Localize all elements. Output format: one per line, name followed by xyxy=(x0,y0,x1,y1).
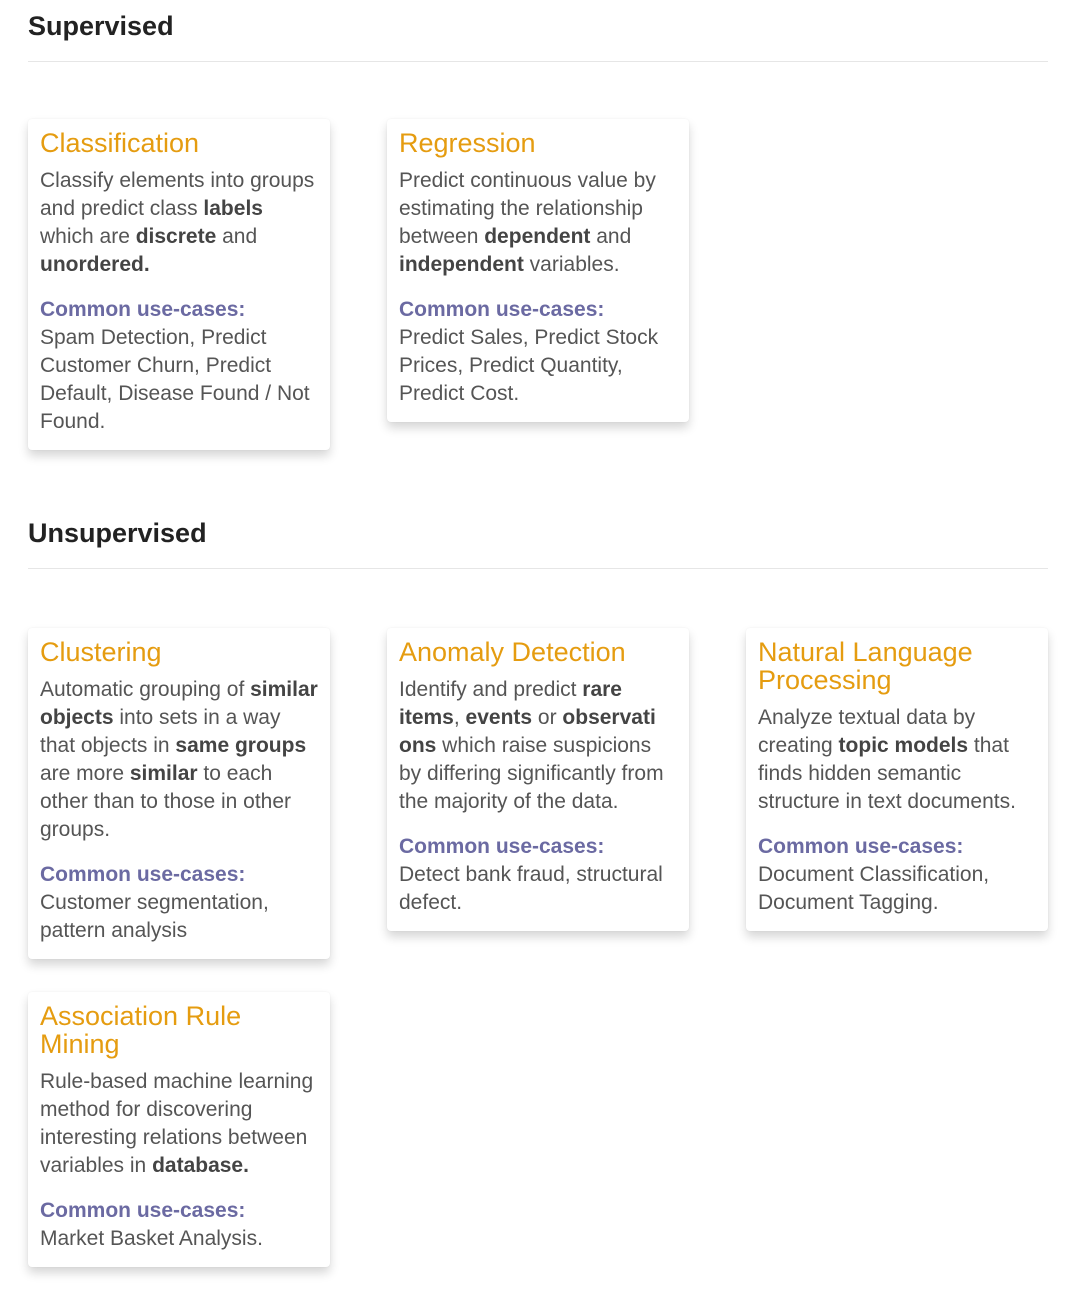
use-cases-label: Common use-cases: xyxy=(758,835,964,858)
desc-emphasis: similar xyxy=(129,762,198,785)
use-cases-text: Market Basket Analysis. xyxy=(40,1227,263,1250)
desc-text: which are xyxy=(40,225,136,248)
use-cases-text: Predict Sales, Predict Stock Prices, Predict Quantity, Predict Cost. xyxy=(399,326,659,405)
desc-text: and xyxy=(216,225,258,248)
card-association-rule-mining xyxy=(28,992,330,1267)
desc-emphasis: same groups xyxy=(175,734,307,757)
card-description xyxy=(758,704,1036,816)
desc-emphasis: independent xyxy=(399,253,524,276)
use-cases-text: Document Classification, Document Tagging. xyxy=(758,863,990,914)
desc-text: and xyxy=(590,225,632,248)
card-title: Anomaly Detection xyxy=(399,637,626,667)
card-classification xyxy=(28,119,330,450)
use-cases-label: Common use-cases: xyxy=(399,835,605,858)
desc-text: to each other than to those in other groups. xyxy=(40,762,292,841)
desc-emphasis: labels xyxy=(203,197,263,220)
desc-text: Rule-based machine learning method for discovering interesting relations between variables in xyxy=(40,1070,314,1177)
section-heading-unsupervised: Unsupervised xyxy=(28,518,207,548)
desc-text: Classify elements into groups and predict class xyxy=(40,169,315,220)
card-description xyxy=(399,676,677,816)
desc-emphasis: topic models xyxy=(838,734,969,757)
card-description xyxy=(399,167,677,279)
desc-emphasis: events xyxy=(465,706,533,729)
card-description xyxy=(40,676,318,844)
desc-text: Analyze textual data by creating xyxy=(758,706,976,757)
card-anomaly-detection xyxy=(387,628,689,931)
desc-text: Automatic grouping of xyxy=(40,678,251,701)
desc-text: , xyxy=(453,706,466,729)
desc-emphasis: discrete xyxy=(135,225,217,248)
card-regression xyxy=(387,119,689,422)
desc-text: are more xyxy=(40,762,130,785)
card-description xyxy=(40,167,318,279)
use-cases-label: Common use-cases: xyxy=(40,1199,246,1222)
desc-text: or xyxy=(532,706,563,729)
use-cases-label: Common use-cases: xyxy=(40,863,246,886)
use-cases-text: Detect bank fraud, structural defect. xyxy=(399,863,663,914)
card-title: Classification xyxy=(40,128,200,158)
card-clustering xyxy=(28,628,330,959)
card-title: Regression xyxy=(399,128,536,158)
desc-emphasis: dependent xyxy=(484,225,591,248)
desc-emphasis: rare items xyxy=(399,678,622,729)
desc-text: Identify and predict xyxy=(399,678,583,701)
desc-emphasis: similar objects xyxy=(40,678,318,729)
desc-text: Predict continuous value by estimating the relationship between xyxy=(399,169,656,248)
section-heading-supervised: Supervised xyxy=(28,11,174,41)
desc-emphasis: observati ons xyxy=(399,706,656,757)
desc-text: variables. xyxy=(523,253,620,276)
use-cases-label: Common use-cases: xyxy=(40,298,246,321)
section-divider xyxy=(28,568,1048,569)
card-natural-language-processing xyxy=(746,628,1048,931)
card-title: Natural Language Processing xyxy=(758,637,973,695)
use-cases-label: Common use-cases: xyxy=(399,298,605,321)
desc-text: that finds hidden semantic structure in text documents. xyxy=(758,734,1016,813)
desc-text: which raise suspicions by differing significantly from the majority of the data. xyxy=(399,734,664,813)
card-title: Association Rule Mining xyxy=(40,1001,242,1059)
card-description xyxy=(40,1068,318,1180)
desc-text: into sets in a way that objects in xyxy=(40,706,281,757)
desc-emphasis: unordered. xyxy=(40,253,150,276)
use-cases-text: Spam Detection, Predict Customer Churn, Predict Default, Disease Found / Not Found. xyxy=(40,326,310,433)
section-divider xyxy=(28,61,1048,62)
card-title: Clustering xyxy=(40,637,162,667)
use-cases-text: Customer segmentation, pattern analysis xyxy=(40,891,269,942)
desc-emphasis: database. xyxy=(152,1154,249,1177)
